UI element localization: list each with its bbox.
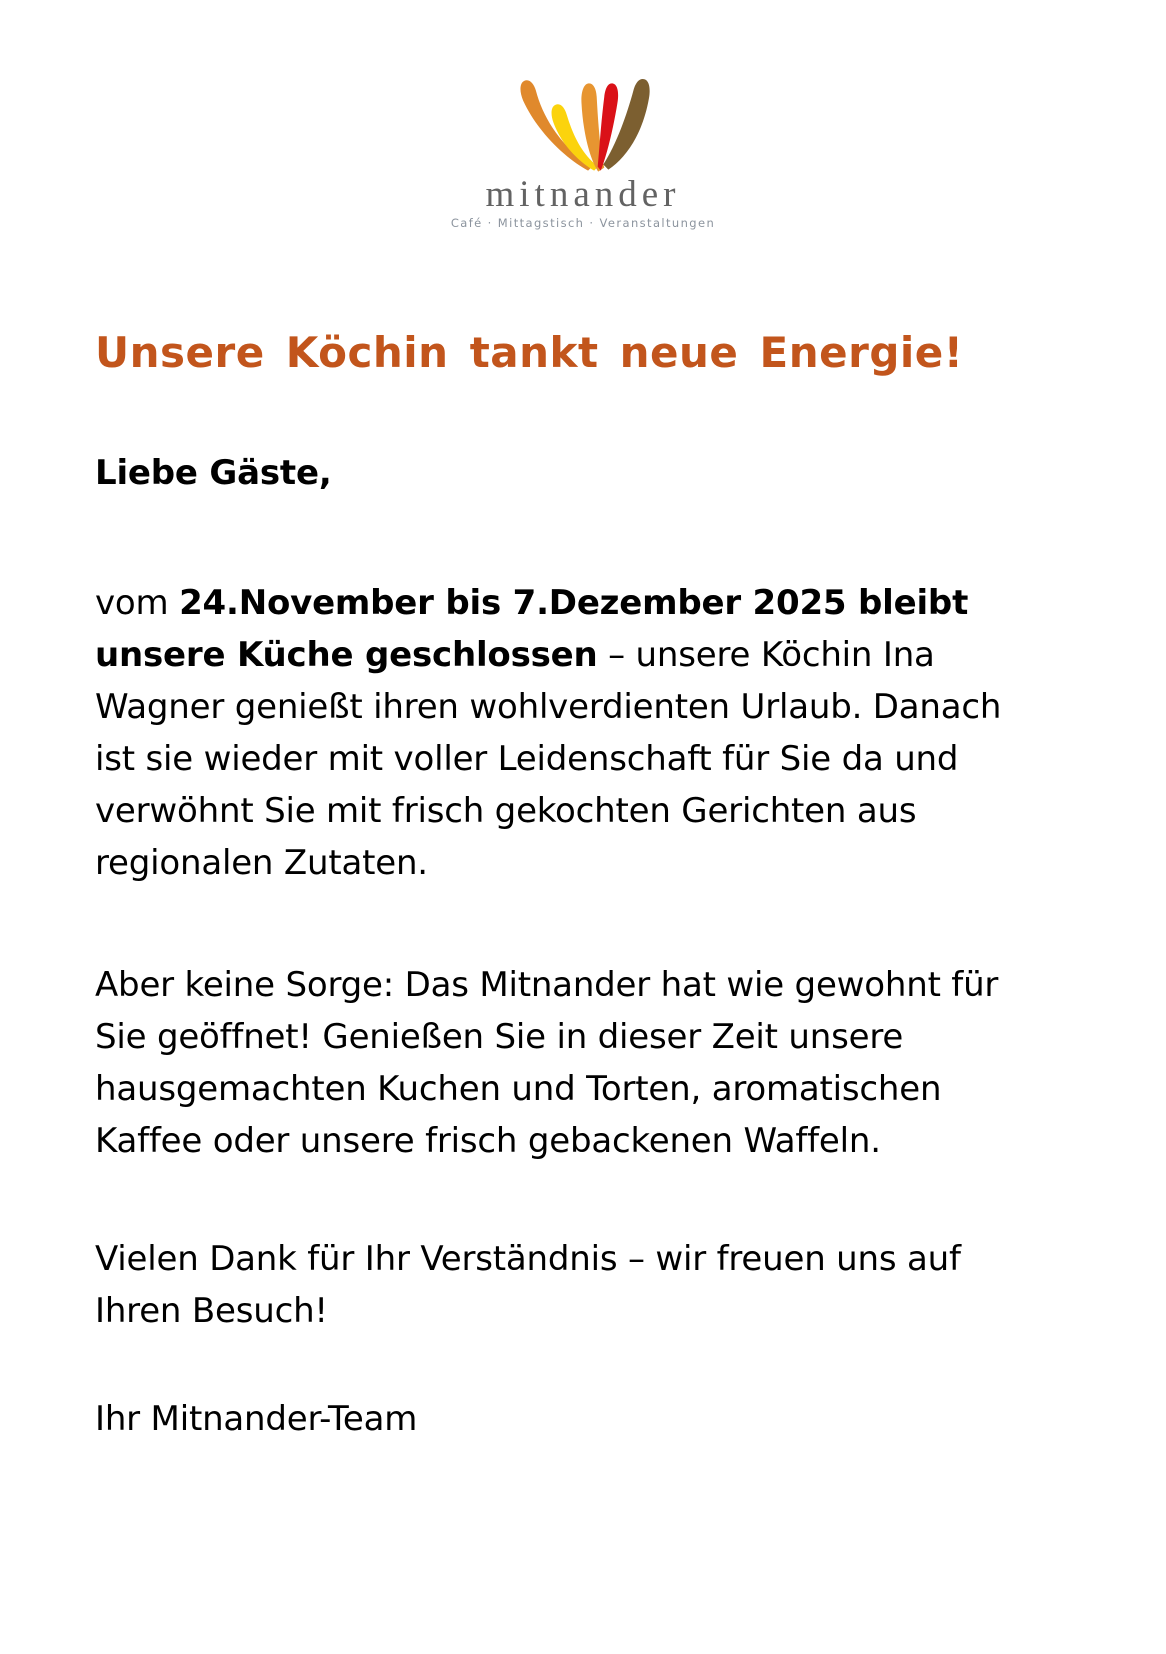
logo-brush-strokes-icon xyxy=(509,72,657,174)
notice-title: Unsere Köchin tankt neue Energie! xyxy=(95,328,964,377)
closure-intro-text: vom xyxy=(95,582,180,623)
closure-dates-bold-text: 24.November bis 7.Dezember 2025 bleibt unsere Küche geschlossen xyxy=(95,582,969,675)
logo-wordmark: mitnander xyxy=(485,174,681,215)
paragraph-kitchen-closure xyxy=(95,577,1045,889)
logo-tagline: Café · Mittagstisch · Veranstaltungen xyxy=(450,216,716,230)
notice-content xyxy=(95,326,1045,1445)
paragraph-thanks: Vielen Dank für Ihr Verständnis – wir freuen uns auf Ihren Besuch! xyxy=(95,1238,961,1331)
signature-line: Ihr Mitnander-Team xyxy=(95,1398,418,1439)
logo xyxy=(423,72,743,230)
paragraph-cafe-open: Aber keine Sorge: Das Mitnander hat wie gewohnt für Sie geöffnet! Genießen Sie in dieser Zeit unsere hausgemachten Kuchen und Torten, aromatischen Kaffee oder unsere frisch gebackenen Waffeln. xyxy=(95,964,999,1161)
greeting-line: Liebe Gäste, xyxy=(95,452,332,493)
closure-details-text: – unsere Köchin Ina Wagner genießt ihren wohlverdienten Urlaub. Danach ist sie wieder mit voller Leidenschaft für Sie da und verwöhnt Sie mit frisch gekochten Gerichten aus regionalen Zutaten. xyxy=(95,634,1002,883)
